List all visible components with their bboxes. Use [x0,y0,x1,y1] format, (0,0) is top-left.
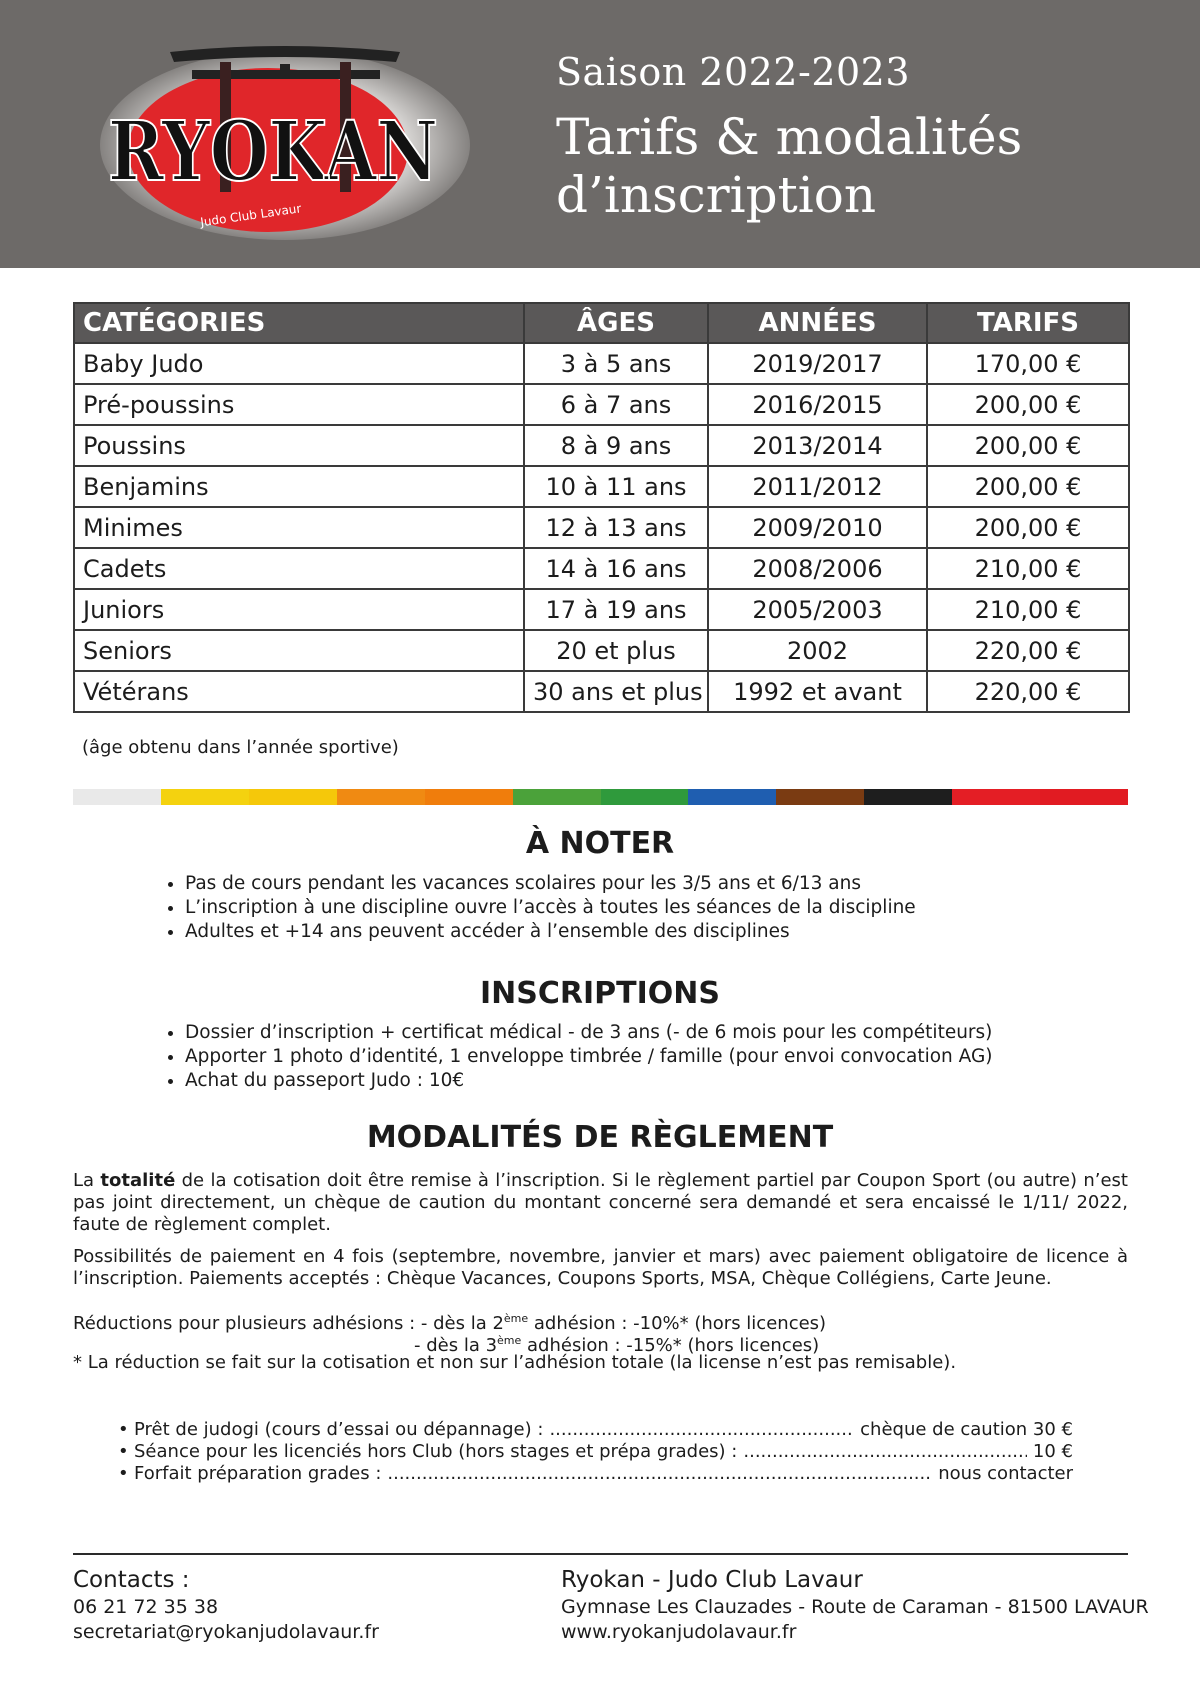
cell-age: 12 à 13 ans [524,507,708,548]
list-item: • Apporter 1 photo d’identité, 1 enveloppe timbrée / famille (pour envoi convocation AG) [185,1045,993,1069]
cell-price: 200,00 € [927,384,1129,425]
table-row [74,630,1129,671]
extra-value: chèque de caution 30 € [860,1419,1073,1440]
club-name: Ryokan - Judo Club Lavaur [561,1567,863,1593]
a-noter-list [150,872,916,944]
footer-club [561,1565,1149,1645]
cell-category: Seniors [74,630,524,671]
extra-label: Prêt de judogi (cours d’essai ou dépannage) : [134,1419,544,1440]
bullet-icon: • [118,1419,129,1440]
ryokan-logo [100,40,470,240]
cell-price: 200,00 € [927,466,1129,507]
extra-judogi [118,1419,1073,1441]
a-noter-title: À NOTER [525,826,675,861]
cell-year: 2019/2017 [708,343,927,384]
payment-paragraph-1 [73,1170,1128,1236]
belt-segment [864,789,952,805]
bullet-icon: • [118,1441,129,1462]
cell-age: 8 à 9 ans [524,425,708,466]
cell-price: 220,00 € [927,671,1129,712]
logo-text: RYOKAN [108,104,438,200]
tarifs-table [73,302,1130,713]
dot-leader [549,1419,854,1441]
header-banner [0,0,1200,268]
extra-value: nous contacter [938,1463,1073,1484]
payment-paragraph-2: Possibilités de paiement en 4 fois (septembre, novembre, janvier et mars) avec paiement obligatoire de licence à l’inscription. Paiements acceptés : Chèque Vacances, Coupons Sports, MSA, Chèque Collégiens, Carte Jeune. [73,1246,1128,1289]
cell-year: 2011/2012 [708,466,927,507]
belt-segment [425,789,513,805]
belt-segment [688,789,776,805]
cell-year: 2013/2014 [708,425,927,466]
table-row [74,466,1129,507]
belt-segment [601,789,689,805]
belt-segment [337,789,425,805]
cell-year: 2009/2010 [708,507,927,548]
contact-phone[interactable]: 06 21 72 35 38 [73,1596,219,1618]
cell-age: 3 à 5 ans [524,343,708,384]
table-note: (âge obtenu dans l’année sportive) [82,737,399,758]
table-row [74,507,1129,548]
reduction-note: * La réduction se fait sur la cotisation et non sur l’adhésion totale (la license n’est pas remisable). [73,1352,957,1373]
cell-price: 220,00 € [927,630,1129,671]
belt-segment [952,789,1040,805]
list-item: • Achat du passeport Judo : 10€ [185,1069,993,1093]
cell-price: 200,00 € [927,425,1129,466]
bullet-icon: • [118,1463,129,1484]
header-categories: CATÉGORIES [74,303,524,343]
list-item: • Pas de cours pendant les vacances scolaires pour les 3/5 ans et 6/13 ans [185,872,916,896]
reduction-label: Réductions pour plusieurs adhésions : - dès la 2 [73,1313,504,1334]
cell-category: Juniors [74,589,524,630]
cell-category: Vétérans [74,671,524,712]
belt-segment [776,789,864,805]
cell-price: 170,00 € [927,343,1129,384]
extra-value: 10 € [1032,1441,1073,1462]
cell-age: 14 à 16 ans [524,548,708,589]
extra-label: Forfait préparation grades : [134,1463,382,1484]
cell-category: Pré-poussins [74,384,524,425]
table-row [74,425,1129,466]
list-item: • Dossier d’inscription + certificat médical - de 3 ans (- de 6 mois pour les compétiteurs) [185,1021,993,1045]
inscriptions-title: INSCRIPTIONS [480,976,720,1011]
table-row [74,343,1129,384]
contacts-label: Contacts : [73,1567,190,1593]
reduction-1-rest: adhésion : -10%* (hors licences) [528,1313,827,1334]
belt-segment [1040,789,1128,805]
cell-year: 2002 [708,630,927,671]
cell-year: 2016/2015 [708,384,927,425]
extra-seance [118,1441,1073,1463]
reduction-2-rest: adhésion : -15%* (hors licences) [521,1335,820,1356]
cell-category: Minimes [74,507,524,548]
modalites-title: MODALITÉS DE RÈGLEMENT [366,1120,834,1155]
sup-1: ème [503,1312,529,1325]
header-annees: ANNÉES [708,303,927,343]
cell-age: 10 à 11 ans [524,466,708,507]
table-row [74,671,1129,712]
inscriptions-list [150,1021,993,1093]
cell-age: 30 ans et plus [524,671,708,712]
belt-segment [73,789,161,805]
cell-category: Poussins [74,425,524,466]
logo-subtext: Judo Club Lavaur [199,201,303,230]
header-ages: ÂGES [524,303,708,343]
extra-label: Séance pour les licenciés hors Club (hors stages et prépa grades) : [134,1441,738,1462]
cell-category: Baby Judo [74,343,524,384]
belt-color-strip [73,789,1128,805]
table-row [74,589,1129,630]
cell-year: 2008/2006 [708,548,927,589]
cell-age: 6 à 7 ans [524,384,708,425]
cell-price: 210,00 € [927,548,1129,589]
contact-email[interactable]: secretariat@ryokanjudolavaur.fr [73,1621,379,1643]
page-title [556,108,1022,224]
belt-segment [161,789,249,805]
title-line-2: d’inscription [556,166,877,224]
table-row [74,548,1129,589]
sup-2: ème [497,1334,522,1347]
p1-bold: totalité [100,1170,176,1191]
dot-leader [387,1463,932,1485]
list-item: • Adultes et +14 ans peuvent accéder à l’ensemble des disciplines [185,920,916,944]
footer-contacts [73,1565,379,1645]
title-line-1: Tarifs & modalités [556,108,1023,166]
cell-year: 2005/2003 [708,589,927,630]
cell-age: 17 à 19 ans [524,589,708,630]
extra-grades [118,1463,1073,1485]
cell-category: Benjamins [74,466,524,507]
reduction-2-start: - dès la 3 [414,1335,498,1356]
table-header-row [74,303,1129,343]
belt-segment [513,789,601,805]
list-item: • L’inscription à une discipline ouvre l’accès à toutes les séances de la discipline [185,896,916,920]
cell-category: Cadets [74,548,524,589]
cell-year: 1992 et avant [708,671,927,712]
season-label: Saison 2022-2023 [556,50,911,94]
cell-price: 210,00 € [927,589,1129,630]
footer-divider [73,1553,1128,1555]
dot-leader [743,1441,1027,1463]
club-address: Gymnase Les Clauzades - Route de Caraman - 81500 LAVAUR [561,1596,1149,1618]
cell-price: 200,00 € [927,507,1129,548]
belt-segment [249,789,337,805]
p1-prefix: La [73,1170,101,1191]
table-row [74,384,1129,425]
p1-rest: de la cotisation doit être remise à l’inscription. Si le règlement partiel par Coupon Sport (ou autre) n’est pas joint directement, un chèque de caution du montant concerné sera demandé et sera encaissé le 1/11/ 2022, faute de règlement complet. [73,1170,1128,1235]
cell-age: 20 et plus [524,630,708,671]
header-tarifs: TARIFS [927,303,1129,343]
club-website[interactable]: www.ryokanjudolavaur.fr [561,1621,797,1643]
